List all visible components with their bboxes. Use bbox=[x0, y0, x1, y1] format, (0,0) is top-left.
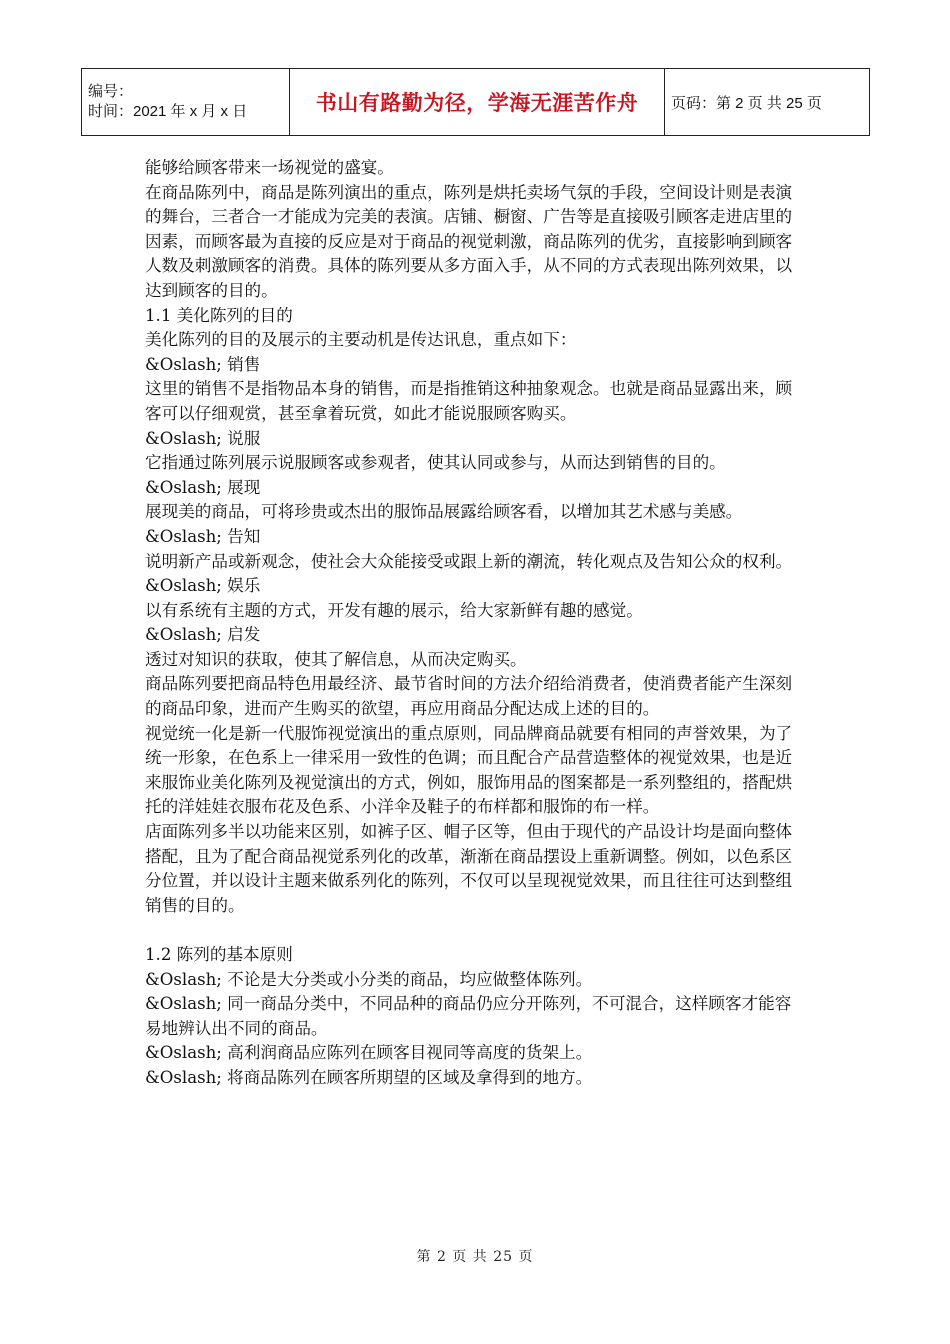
paragraph: 商品陈列要把商品特色用最经济、最节省时间的方法介绍给消费者，使消费者能产生深刻的商品印象，进而产生购买的欲望，再应用商品分配达成上述的目的。 bbox=[145, 674, 793, 719]
section-heading: 1.2 陈列的基本原则 bbox=[145, 945, 293, 964]
date-label: 时间：2021 年 x 月 x 日 bbox=[88, 103, 248, 120]
paragraph: 展现美的商品，可将珍贵或杰出的服饰品展露给顾客看，以增加其艺术感与美感。 bbox=[145, 502, 743, 522]
header-page-label: 页码：第 2 页 共 25 页 bbox=[665, 69, 870, 136]
paragraph: 在商品陈列中，商品是陈列演出的重点，陈列是烘托卖场气氛的手段，空间设计则是表演的舞台，三者合一才能成为完美的表演。店铺、橱窗、广告等是直接吸引顾客走进店里的因素，而顾客最为直接的反应是对于商品的视觉刺激，商品陈列的优劣，直接影响到顾客人数及刺激顾客的消费。具体的陈列要从多方面入手，从不同的方式表现出陈列效果，以达到顾客的目的。 bbox=[145, 182, 793, 300]
paragraph: 店面陈列多半以功能来区别，如裤子区、帽子区等，但由于现代的产品设计均是面向整体搭配，且为了配合商品视觉系列化的改革，渐渐在商品摆设上重新调整。例如，以色系区分位置，并以设计主题来做系列化的陈列，不仅可以呈现视觉效果，而且往往可达到整组销售的目的。 bbox=[145, 822, 793, 915]
paragraph: 透过对知识的获取，使其了解信息，从而决定购买。 bbox=[145, 649, 527, 669]
bullet-heading: &Oslash; 销售 bbox=[145, 354, 261, 374]
paragraph: 美化陈列的目的及展示的主要动机是传达讯息，重点如下： bbox=[145, 330, 577, 350]
paragraph: 能够给顾客带来一场视觉的盛宴。 bbox=[145, 158, 394, 177]
document-body bbox=[145, 156, 805, 1091]
bullet-item: &Oslash; 高利润商品应陈列在顾客目视同等高度的货架上。 bbox=[145, 1043, 593, 1063]
section-heading: 1.1 美化陈列的目的 bbox=[145, 305, 293, 325]
bullet-item: &Oslash; 不论是大分类或小分类的商品，均应做整体陈列。 bbox=[145, 969, 593, 989]
bullet-item: &Oslash; 将商品陈列在顾客所期望的区域及拿得到的地方。 bbox=[145, 1067, 593, 1087]
header-meta-cell bbox=[82, 69, 290, 136]
page-footer: 第 2 页 共 25 页 bbox=[416, 1249, 534, 1265]
blank-line bbox=[145, 918, 805, 943]
paragraph: 视觉统一化是新一代服饰视觉演出的重点原则，同品牌商品就要有相同的声誉效果，为了统一形象，在色系上一律采用一致性的色调；而且配合产品营造整体的视觉效果，也是近来服饰业美化陈列及视觉演出的方式，例如，服饰用品的图案都是一系列整组的，搭配烘托的洋娃娃衣服布花及色系、小洋伞及鞋子的布样都和服饰的布一样。 bbox=[145, 723, 793, 817]
document-header bbox=[81, 68, 870, 136]
paragraph: 它指通过陈列展示说服顾客或参观者，使其认同或参与，从而达到销售的目的。 bbox=[145, 453, 726, 473]
paragraph: 以有系统有主题的方式，开发有趣的展示，给大家新鲜有趣的感觉。 bbox=[145, 600, 643, 620]
bullet-heading: &Oslash; 说服 bbox=[145, 428, 261, 448]
bullet-heading: &Oslash; 展现 bbox=[145, 477, 261, 497]
bullet-heading: &Oslash; 娱乐 bbox=[145, 576, 261, 596]
paragraph: 说明新产品或新观念，使社会大众能接受或跟上新的潮流，转化观点及告知公众的权利。 bbox=[145, 551, 793, 571]
bullet-heading: &Oslash; 启发 bbox=[145, 625, 261, 645]
bullet-item: &Oslash; 同一商品分类中，不同品种的商品仍应分开陈列，不可混合，这样顾客才能容易地辨认出不同的商品。 bbox=[145, 994, 792, 1038]
bullet-heading: &Oslash; 告知 bbox=[145, 526, 261, 546]
header-motto: 书山有路勤为径，学海无涯苦作舟 bbox=[290, 69, 665, 136]
paragraph: 这里的销售不是指物品本身的销售，而是指推销这种抽象观念。也就是商品显露出来，顾客可以仔细观赏，甚至拿着玩赏，如此才能说服顾客购买。 bbox=[145, 379, 793, 423]
code-label: 编号： bbox=[88, 83, 134, 100]
